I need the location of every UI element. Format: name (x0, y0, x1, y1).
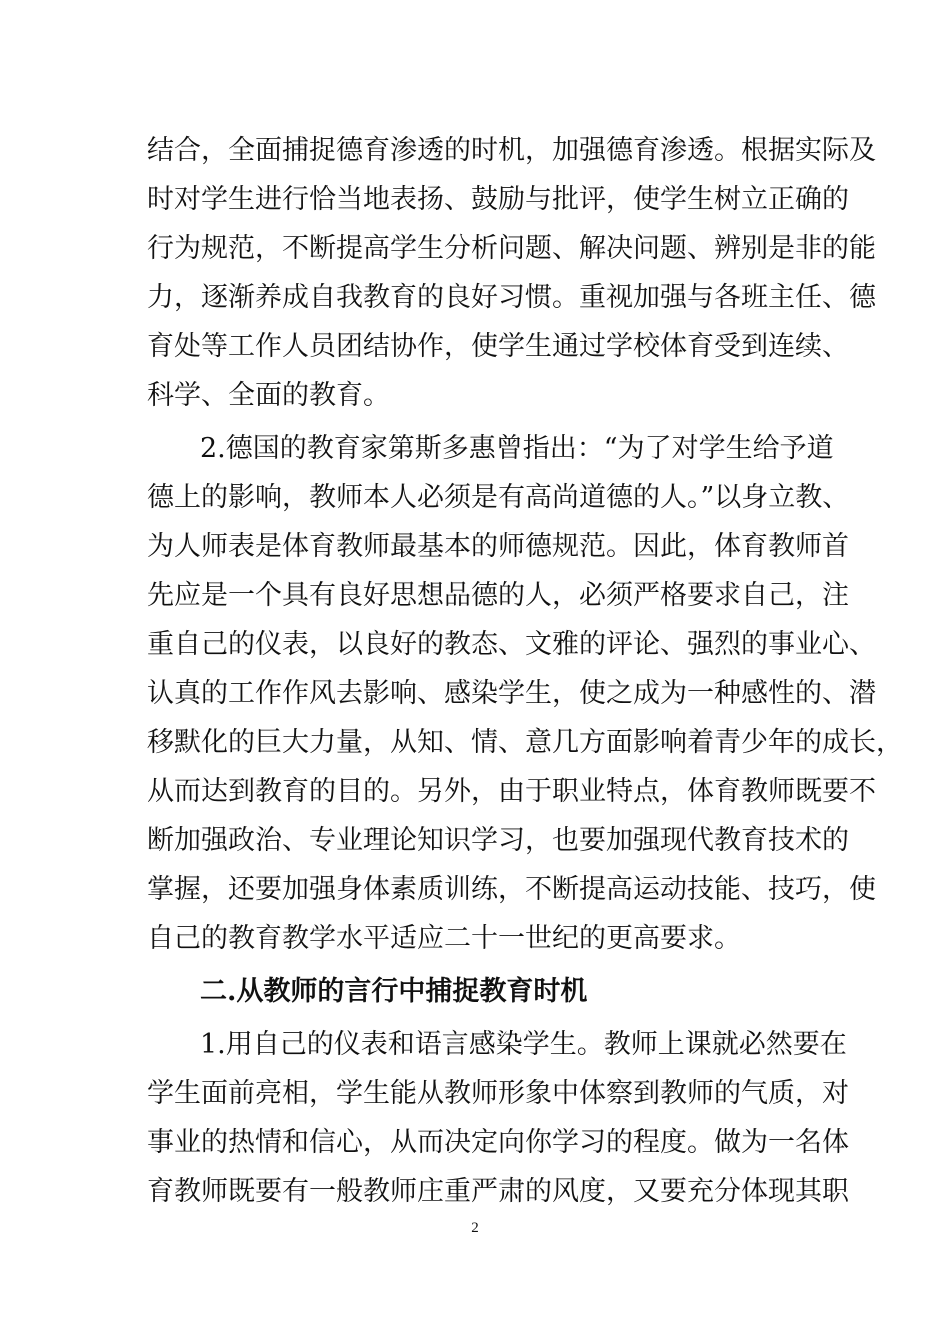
paragraph-2-line-8: 从而达到教育的目的。另外，由于职业特点，体育教师既要不 (147, 776, 876, 807)
paragraph-2-line-4: 先应是一个具有良好思想品德的人，必须严格要求自己，注 (147, 580, 849, 611)
paragraph-2-line-6: 认真的工作作风去影响、感染学生，使之成为一种感性的、潜 (147, 678, 876, 709)
paragraph-2-line-5: 重自己的仪表，以良好的教态、文雅的评论、强烈的事业心、 (147, 629, 876, 660)
paragraph-2-line-10: 掌握，还要加强身体素质训练，不断提高运动技能、技巧，使 (147, 874, 876, 905)
paragraph-1-line-5: 育处等工作人员团结协作，使学生通过学校体育受到连续、 (147, 331, 849, 362)
paragraph-1-line-1: 结合，全面捕捉德育渗透的时机，加强德育渗透。根据实际及 (147, 135, 876, 166)
paragraph-3-line-4: 育教师既要有一般教师庄重严肃的风度，又要充分体现其职 (147, 1176, 849, 1207)
paragraph-1-line-2: 时对学生进行恰当地表扬、鼓励与批评，使学生树立正确的 (147, 184, 849, 215)
paragraph-3-line-1: 1.用自己的仪表和语言感染学生。教师上课就必然要在 (200, 1029, 847, 1060)
page-number: 2 (471, 1220, 479, 1236)
paragraph-2-line-7: 移默化的巨大力量，从知、情、意几方面影响着青少年的成长， (147, 727, 903, 758)
paragraph-3-line-2: 学生面前亮相，学生能从教师形象中体察到教师的气质，对 (147, 1078, 849, 1109)
paragraph-1-line-6: 科学、全面的教育。 (147, 380, 390, 411)
paragraph-2-line-9: 断加强政治、专业理论知识学习，也要加强现代教育技术的 (147, 825, 849, 856)
paragraph-1-line-4: 力，逐渐养成自我教育的良好习惯。重视加强与各班主任、德 (147, 282, 876, 313)
paragraph-3-line-3: 事业的热情和信心，从而决定向你学习的程度。做为一名体 (147, 1127, 849, 1158)
section-heading: 二.从教师的言行中捕捉教育时机 (200, 976, 588, 1007)
paragraph-2-line-3: 为人师表是体育教师最基本的师德规范。因此，体育教师首 (147, 531, 849, 562)
paragraph-2-line-1: 2.德国的教育家第斯多惠曾指出：“为了对学生给予道 (200, 433, 834, 464)
paragraph-2-line-2: 德上的影响，教师本人必须是有高尚道德的人。”以身立教、 (147, 482, 850, 513)
paragraph-2-line-11: 自己的教育教学水平适应二十一世纪的更高要求。 (147, 923, 741, 954)
paragraph-1-line-3: 行为规范，不断提高学生分析问题、解决问题、辨别是非的能 (147, 233, 876, 264)
